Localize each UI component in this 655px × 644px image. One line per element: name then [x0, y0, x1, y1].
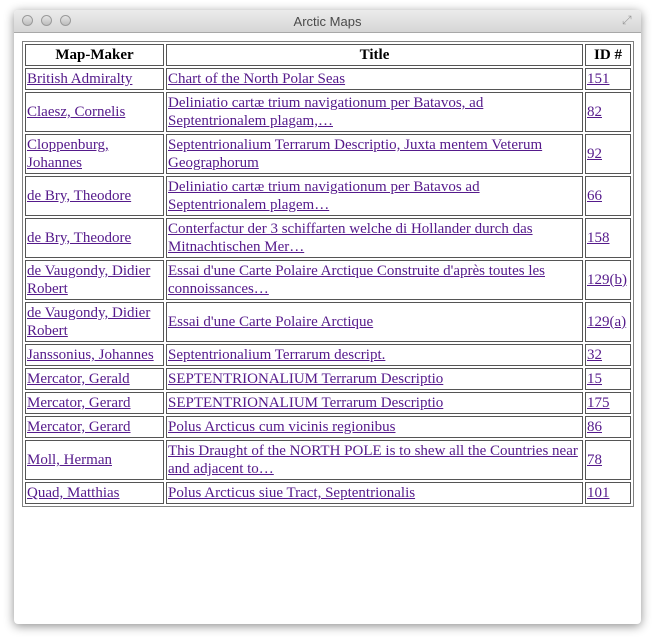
table-row	[25, 134, 631, 174]
title-cell	[166, 176, 583, 216]
map-maker-cell	[25, 440, 164, 480]
map-maker-link[interactable]: de Bry, Theodore	[27, 188, 132, 204]
title-cell	[166, 302, 583, 342]
table-row	[25, 302, 631, 342]
map-maker-cell	[25, 92, 164, 132]
title-cell	[166, 260, 583, 300]
id-link[interactable]: 15	[587, 371, 602, 387]
map-maker-link[interactable]: British Admiralty	[27, 71, 133, 87]
title-cell	[166, 68, 583, 90]
id-cell	[585, 482, 631, 504]
id-link[interactable]: 92	[587, 146, 602, 162]
id-cell	[585, 92, 631, 132]
table-row	[25, 440, 631, 480]
title-link[interactable]: Essai d'une Carte Polaire Arctique Construite d'après toutes les connoissances…	[168, 263, 545, 297]
id-cell	[585, 440, 631, 480]
title-cell	[166, 392, 583, 414]
map-maker-cell	[25, 302, 164, 342]
map-maker-cell	[25, 482, 164, 504]
title-cell	[166, 92, 583, 132]
title-link[interactable]: Polus Arcticus cum vicinis regionibus	[168, 419, 396, 435]
table-row	[25, 92, 631, 132]
id-link[interactable]: 158	[587, 230, 610, 246]
browser-window	[14, 10, 641, 624]
table-row	[25, 344, 631, 366]
title-bar	[14, 10, 641, 33]
map-maker-link[interactable]: de Bry, Theodore	[27, 230, 132, 246]
title-link[interactable]: SEPTENTRIONALIUM Terrarum Descriptio	[168, 371, 444, 387]
id-cell	[585, 416, 631, 438]
id-cell	[585, 176, 631, 216]
map-maker-cell	[25, 176, 164, 216]
id-cell	[585, 260, 631, 300]
id-link[interactable]: 101	[587, 485, 610, 501]
table-header-row	[25, 44, 631, 66]
map-maker-cell	[25, 368, 164, 390]
title-cell	[166, 218, 583, 258]
table-row	[25, 416, 631, 438]
map-maker-cell	[25, 344, 164, 366]
map-maker-cell	[25, 218, 164, 258]
title-link[interactable]: Essai d'une Carte Polaire Arctique	[168, 314, 374, 330]
map-maker-link[interactable]: Quad, Matthias	[27, 485, 120, 501]
map-maker-cell	[25, 416, 164, 438]
title-cell	[166, 134, 583, 174]
title-cell	[166, 344, 583, 366]
fullscreen-icon[interactable]: ⤢	[622, 13, 632, 27]
title-link[interactable]: Septentrionalium Terrarum descript.	[168, 347, 386, 363]
id-link[interactable]: 151	[587, 71, 610, 87]
id-link[interactable]: 32	[587, 347, 602, 363]
id-cell	[585, 368, 631, 390]
title-link[interactable]: This Draught of the NORTH POLE is to shew all the Countries near and adjacent to…	[168, 443, 578, 477]
map-maker-link[interactable]: Janssonius, Johannes	[27, 347, 154, 363]
id-cell	[585, 218, 631, 258]
id-cell	[585, 68, 631, 90]
map-maker-cell	[25, 68, 164, 90]
table-row	[25, 368, 631, 390]
table-row	[25, 176, 631, 216]
title-link[interactable]: Conterfactur der 3 schiffarten welche di Hollander durch das Mitnachtischen Mer…	[168, 221, 533, 255]
table-row	[25, 68, 631, 90]
map-maker-link[interactable]: de Vaugondy, Didier Robert	[27, 305, 151, 339]
id-link[interactable]: 78	[587, 452, 602, 468]
map-maker-link[interactable]: Mercator, Gerard	[27, 419, 131, 435]
id-cell	[585, 344, 631, 366]
title-link[interactable]: Deliniatio cartæ trium navigationum per Batavos, ad Septentrionalem plagam,…	[168, 95, 484, 129]
map-maker-link[interactable]: Mercator, Gerald	[27, 371, 130, 387]
title-cell	[166, 416, 583, 438]
map-maker-link[interactable]: Cloppenburg, Johannes	[27, 137, 109, 171]
table-row	[25, 482, 631, 504]
map-maker-link[interactable]: de Vaugondy, Didier Robert	[27, 263, 151, 297]
id-cell	[585, 302, 631, 342]
title-link[interactable]: Septentrionalium Terrarum Descriptio, Juxta mentem Veterum Geographorum	[168, 137, 543, 171]
id-cell	[585, 134, 631, 174]
title-link[interactable]: Deliniatio cartæ trium navigationum per Batavos ad Septentrionalem plagem…	[168, 179, 480, 213]
id-link[interactable]: 82	[587, 104, 602, 120]
map-maker-link[interactable]: Claesz, Cornelis	[27, 104, 126, 120]
map-maker-link[interactable]: Moll, Herman	[27, 452, 112, 468]
header-map-maker: Map-Maker	[25, 44, 164, 66]
id-link[interactable]: 175	[587, 395, 610, 411]
map-maker-cell	[25, 134, 164, 174]
map-maker-cell	[25, 260, 164, 300]
map-maker-cell	[25, 392, 164, 414]
table-row	[25, 218, 631, 258]
map-maker-link[interactable]: Mercator, Gerard	[27, 395, 131, 411]
id-link[interactable]: 129(b)	[587, 272, 627, 288]
maps-table	[22, 41, 634, 507]
title-cell	[166, 482, 583, 504]
header-title: Title	[166, 44, 583, 66]
title-cell	[166, 368, 583, 390]
title-cell	[166, 440, 583, 480]
id-link[interactable]: 129(a)	[587, 314, 627, 330]
title-link[interactable]: SEPTENTRIONALIUM Terrarum Descriptio	[168, 395, 444, 411]
table-row	[25, 260, 631, 300]
window-title: Arctic Maps	[293, 14, 362, 29]
id-link[interactable]: 66	[587, 188, 602, 204]
title-link[interactable]: Polus Arcticus siue Tract, Septentrionalis	[168, 485, 416, 501]
id-cell	[585, 392, 631, 414]
table-row	[25, 392, 631, 414]
header-id: ID #	[585, 44, 631, 66]
title-link[interactable]: Chart of the North Polar Seas	[168, 71, 346, 87]
id-link[interactable]: 86	[587, 419, 602, 435]
